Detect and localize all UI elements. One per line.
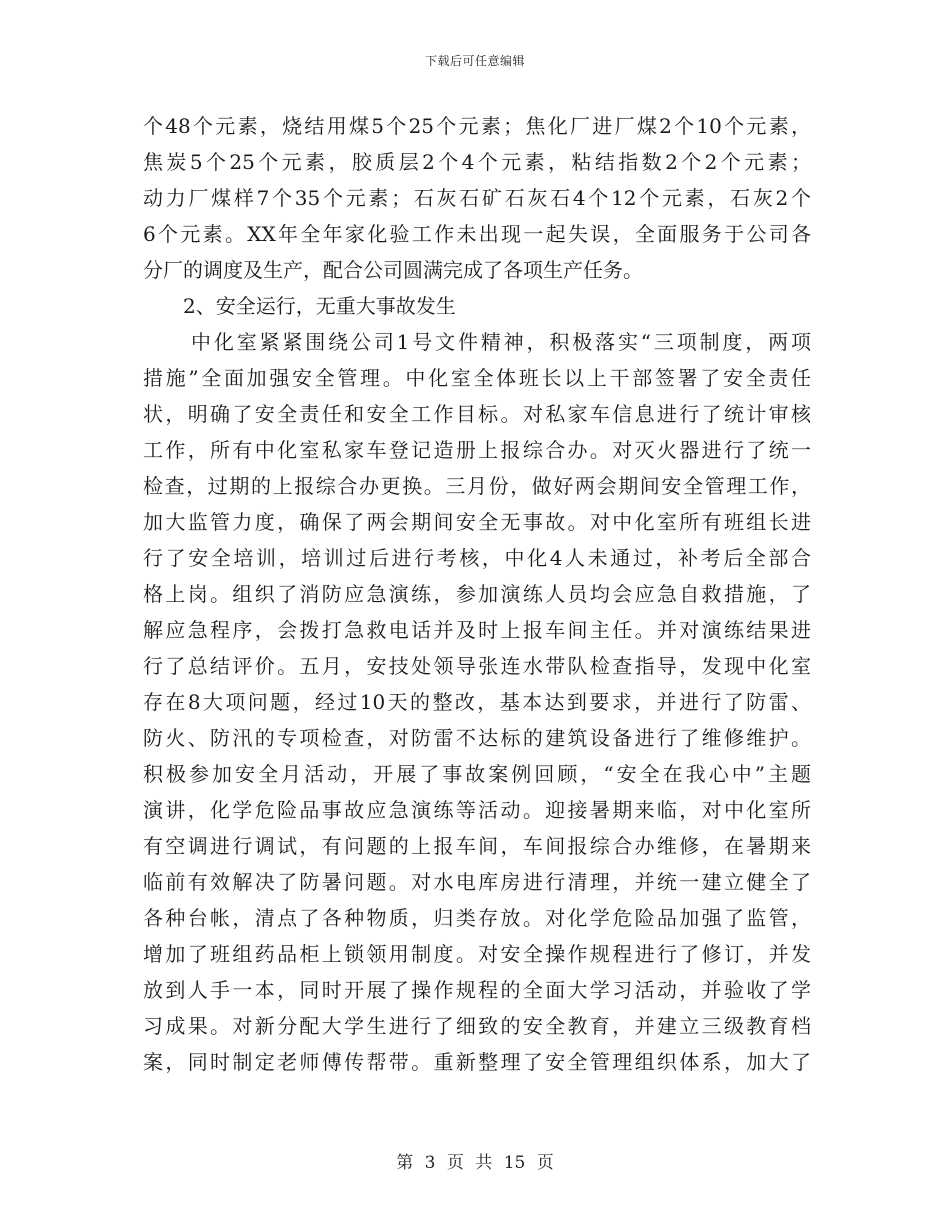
- text-line: 存在8大项问题，经过10天的整改，基本达到要求，并进行了防雷、: [143, 690, 811, 714]
- text-line: 格上岗。组织了消防应急演练，参加演练人员均会应急自救措施，了: [143, 582, 811, 606]
- section-heading: 2、安全运行，无重大事故发生: [183, 294, 456, 318]
- text-line: 各种台帐，清点了各种物质，归类存放。对化学危险品加强了监管，: [143, 906, 811, 930]
- text-line: 积极参加安全月活动，开展了事故案例回顾，“安全在我心中”主题: [143, 762, 811, 786]
- text-line: 习成果。对新分配大学生进行了细致的安全教育，并建立三级教育档: [143, 1014, 811, 1038]
- text-line: 动力厂煤样7个35个元素；石灰石矿石灰石4个12个元素，石灰2个: [143, 186, 811, 210]
- page-header: 下载后可任意编辑: [424, 54, 525, 68]
- text-line: 分厂的调度及生产，配合公司圆满完成了各项生产任务。: [143, 258, 643, 282]
- text-line: 解应急程序，会拨打急救电话并及时上报车间主任。并对演练结果进: [143, 618, 811, 642]
- text-line: 焦炭5个25个元素，胶质层2个4个元素，粘结指数2个2个元素；: [143, 150, 811, 174]
- text-line: 放到人手一本，同时开展了操作规程的全面大学习活动，并验收了学: [143, 978, 811, 1002]
- text-line: 防火、防汛的专项检查，对防雷不达标的建筑设备进行了维修维护。: [143, 726, 811, 750]
- text-line: 状，明确了安全责任和安全工作目标。对私家车信息进行了统计审核: [143, 402, 811, 426]
- text-line: 演讲，化学危险品事故应急演练等活动。迎接暑期来临，对中化室所: [143, 798, 811, 822]
- text-line: 增加了班组药品柜上锁领用制度。对安全操作规程进行了修订，并发: [143, 942, 811, 966]
- text-line: 加大监管力度，确保了两会期间安全无事故。对中化室所有班组长进: [143, 510, 811, 534]
- text-line: 有空调进行调试，有问题的上报车间，车间报综合办维修，在暑期来: [143, 834, 811, 858]
- page-number-footer: 第 3 页 共 15 页: [396, 1153, 554, 1173]
- text-line: 工作，所有中化室私家车登记造册上报综合办。对灭火器进行了统一: [143, 438, 811, 462]
- text-line: 6个元素。XX年全年家化验工作未出现一起失误，全面服务于公司各: [143, 222, 811, 246]
- text-line: 个48个元素，烧结用煤5个25个元素；焦化厂进厂煤2个10个元素，: [143, 114, 811, 138]
- text-line: 临前有效解决了防暑问题。对水电库房进行清理，并统一建立健全了: [143, 870, 811, 894]
- text-line: 案，同时制定老师傅传帮带。重新整理了安全管理组织体系，加大了: [143, 1050, 811, 1074]
- text-line: 检查，过期的上报综合办更换。三月份，做好两会期间安全管理工作，: [143, 474, 811, 498]
- text-line: 中化室紧紧围绕公司1号文件精神，积极落实“三项制度，两项: [191, 330, 811, 354]
- text-line: 行了总结评价。五月，安技处领导张连水带队检查指导，发现中化室: [143, 654, 811, 678]
- text-line: 措施”全面加强安全管理。中化室全体班长以上干部签署了安全责任: [143, 366, 811, 390]
- text-line: 行了安全培训，培训过后进行考核，中化4人未通过，补考后全部合: [143, 546, 811, 570]
- document-body: [143, 108, 811, 1080]
